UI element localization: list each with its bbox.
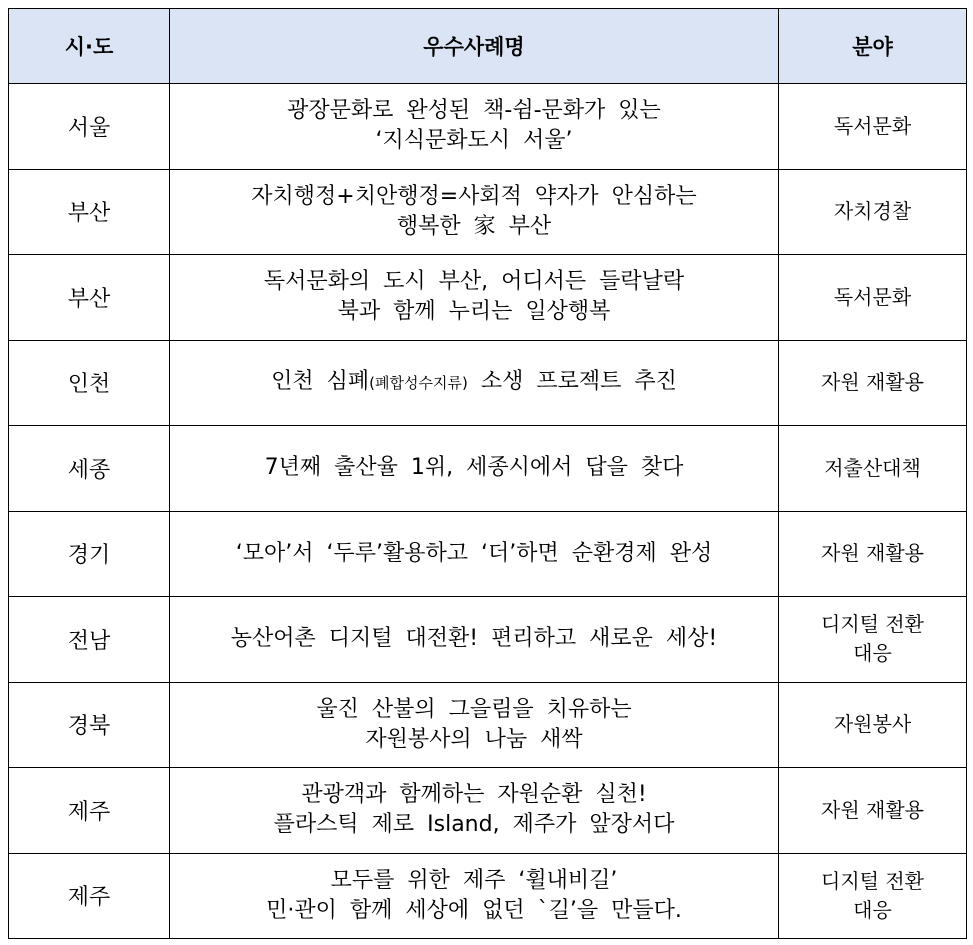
- cell-field: [779, 768, 967, 854]
- cell-title: [170, 255, 779, 341]
- title-text: 소생 프로젝트 추진: [467, 369, 677, 395]
- cell-field: [779, 84, 967, 170]
- title-text: 인천 심폐: [271, 369, 370, 395]
- title-line: 관광객과 함께하는 자원순환 실천!: [301, 782, 647, 808]
- cell-region: 제주: [9, 768, 170, 854]
- field-line: 디지털 전환: [821, 612, 924, 637]
- table-row: [9, 682, 967, 768]
- header-region: 시·도: [9, 9, 170, 84]
- title-line: 플라스틱 제로 Island, 제주가 앞장서다: [273, 812, 675, 838]
- field-line: 독서문화: [833, 284, 912, 309]
- field-line: 자원 재활용: [821, 541, 924, 566]
- cell-title: [170, 169, 779, 255]
- field-line: 독서문화: [833, 113, 912, 138]
- cell-title: [170, 511, 779, 597]
- title-line: 광장문화로 완성된 책-쉼-문화가 있는: [287, 98, 661, 124]
- title-line: 농산어촌 디지털 대전환! 편리하고 새로운 세상!: [230, 626, 718, 652]
- cell-field: [779, 169, 967, 255]
- cell-field: [779, 597, 967, 683]
- table-row: [9, 768, 967, 854]
- header-field: 분야: [779, 9, 967, 84]
- field-line: 자원 재활용: [821, 797, 924, 822]
- title-line: [174, 367, 774, 398]
- field-line: 디지털 전환: [821, 868, 924, 893]
- best-practices-table: [8, 8, 967, 939]
- cell-region: 서울: [9, 84, 170, 170]
- cell-region: 전남: [9, 597, 170, 683]
- field-line: 대응: [853, 897, 892, 922]
- field-line: 자치경찰: [833, 199, 912, 224]
- header-row: [9, 9, 967, 84]
- cell-title: [170, 84, 779, 170]
- title-line: 북과 함께 누리는 일상행복: [337, 299, 611, 325]
- cell-field: [779, 255, 967, 341]
- cell-field: [779, 426, 967, 512]
- field-line: 자원봉사: [833, 712, 912, 737]
- cell-region: 인천: [9, 340, 170, 426]
- title-line: 행복한 家 부산: [396, 213, 552, 239]
- table-row: [9, 853, 967, 939]
- title-line: 독서문화의 도시 부산, 어디서든 들락날락: [263, 269, 685, 295]
- cell-region: 세종: [9, 426, 170, 512]
- cell-field: [779, 511, 967, 597]
- title-line: 민·관이 함께 세상에 없던 `길’을 만들다.: [266, 897, 682, 923]
- table-row: [9, 169, 967, 255]
- table-row: [9, 597, 967, 683]
- cell-region: 부산: [9, 255, 170, 341]
- cell-region: 부산: [9, 169, 170, 255]
- field-line: 저출산대책: [824, 455, 921, 480]
- title-line: 자치행정+치안행정=사회적 약자가 안심하는: [251, 183, 697, 209]
- cell-title: [170, 597, 779, 683]
- cell-title: [170, 853, 779, 939]
- cell-title: [170, 768, 779, 854]
- table-row: [9, 426, 967, 512]
- table-row: [9, 255, 967, 341]
- cell-field: [779, 340, 967, 426]
- field-line: 자원 재활용: [821, 370, 924, 395]
- title-line: 7년째 출산율 1위, 세종시에서 답을 찾다: [264, 455, 684, 481]
- field-line: 대응: [853, 641, 892, 666]
- table-row: [9, 340, 967, 426]
- cell-field: [779, 853, 967, 939]
- cell-region: 제주: [9, 853, 170, 939]
- title-line: 울진 산불의 그을림을 치유하는: [316, 696, 632, 722]
- cell-region: 경북: [9, 682, 170, 768]
- cell-title: [170, 426, 779, 512]
- header-title: 우수사례명: [170, 9, 779, 84]
- table-row: [9, 511, 967, 597]
- cell-title: [170, 682, 779, 768]
- cell-title: [170, 340, 779, 426]
- title-note: (폐합성수지류): [369, 374, 468, 393]
- cell-region: 경기: [9, 511, 170, 597]
- title-line: 자원봉사의 나눔 새싹: [365, 726, 583, 752]
- title-line: ‘지식문화도시 서울’: [375, 128, 573, 154]
- table-row: [9, 84, 967, 170]
- title-line: 모두를 위한 제주 ‘휠내비길’: [330, 867, 618, 893]
- cell-field: [779, 682, 967, 768]
- title-line: ‘모아’서 ‘두루’활용하고 ‘더’하면 순환경제 완성: [235, 540, 713, 566]
